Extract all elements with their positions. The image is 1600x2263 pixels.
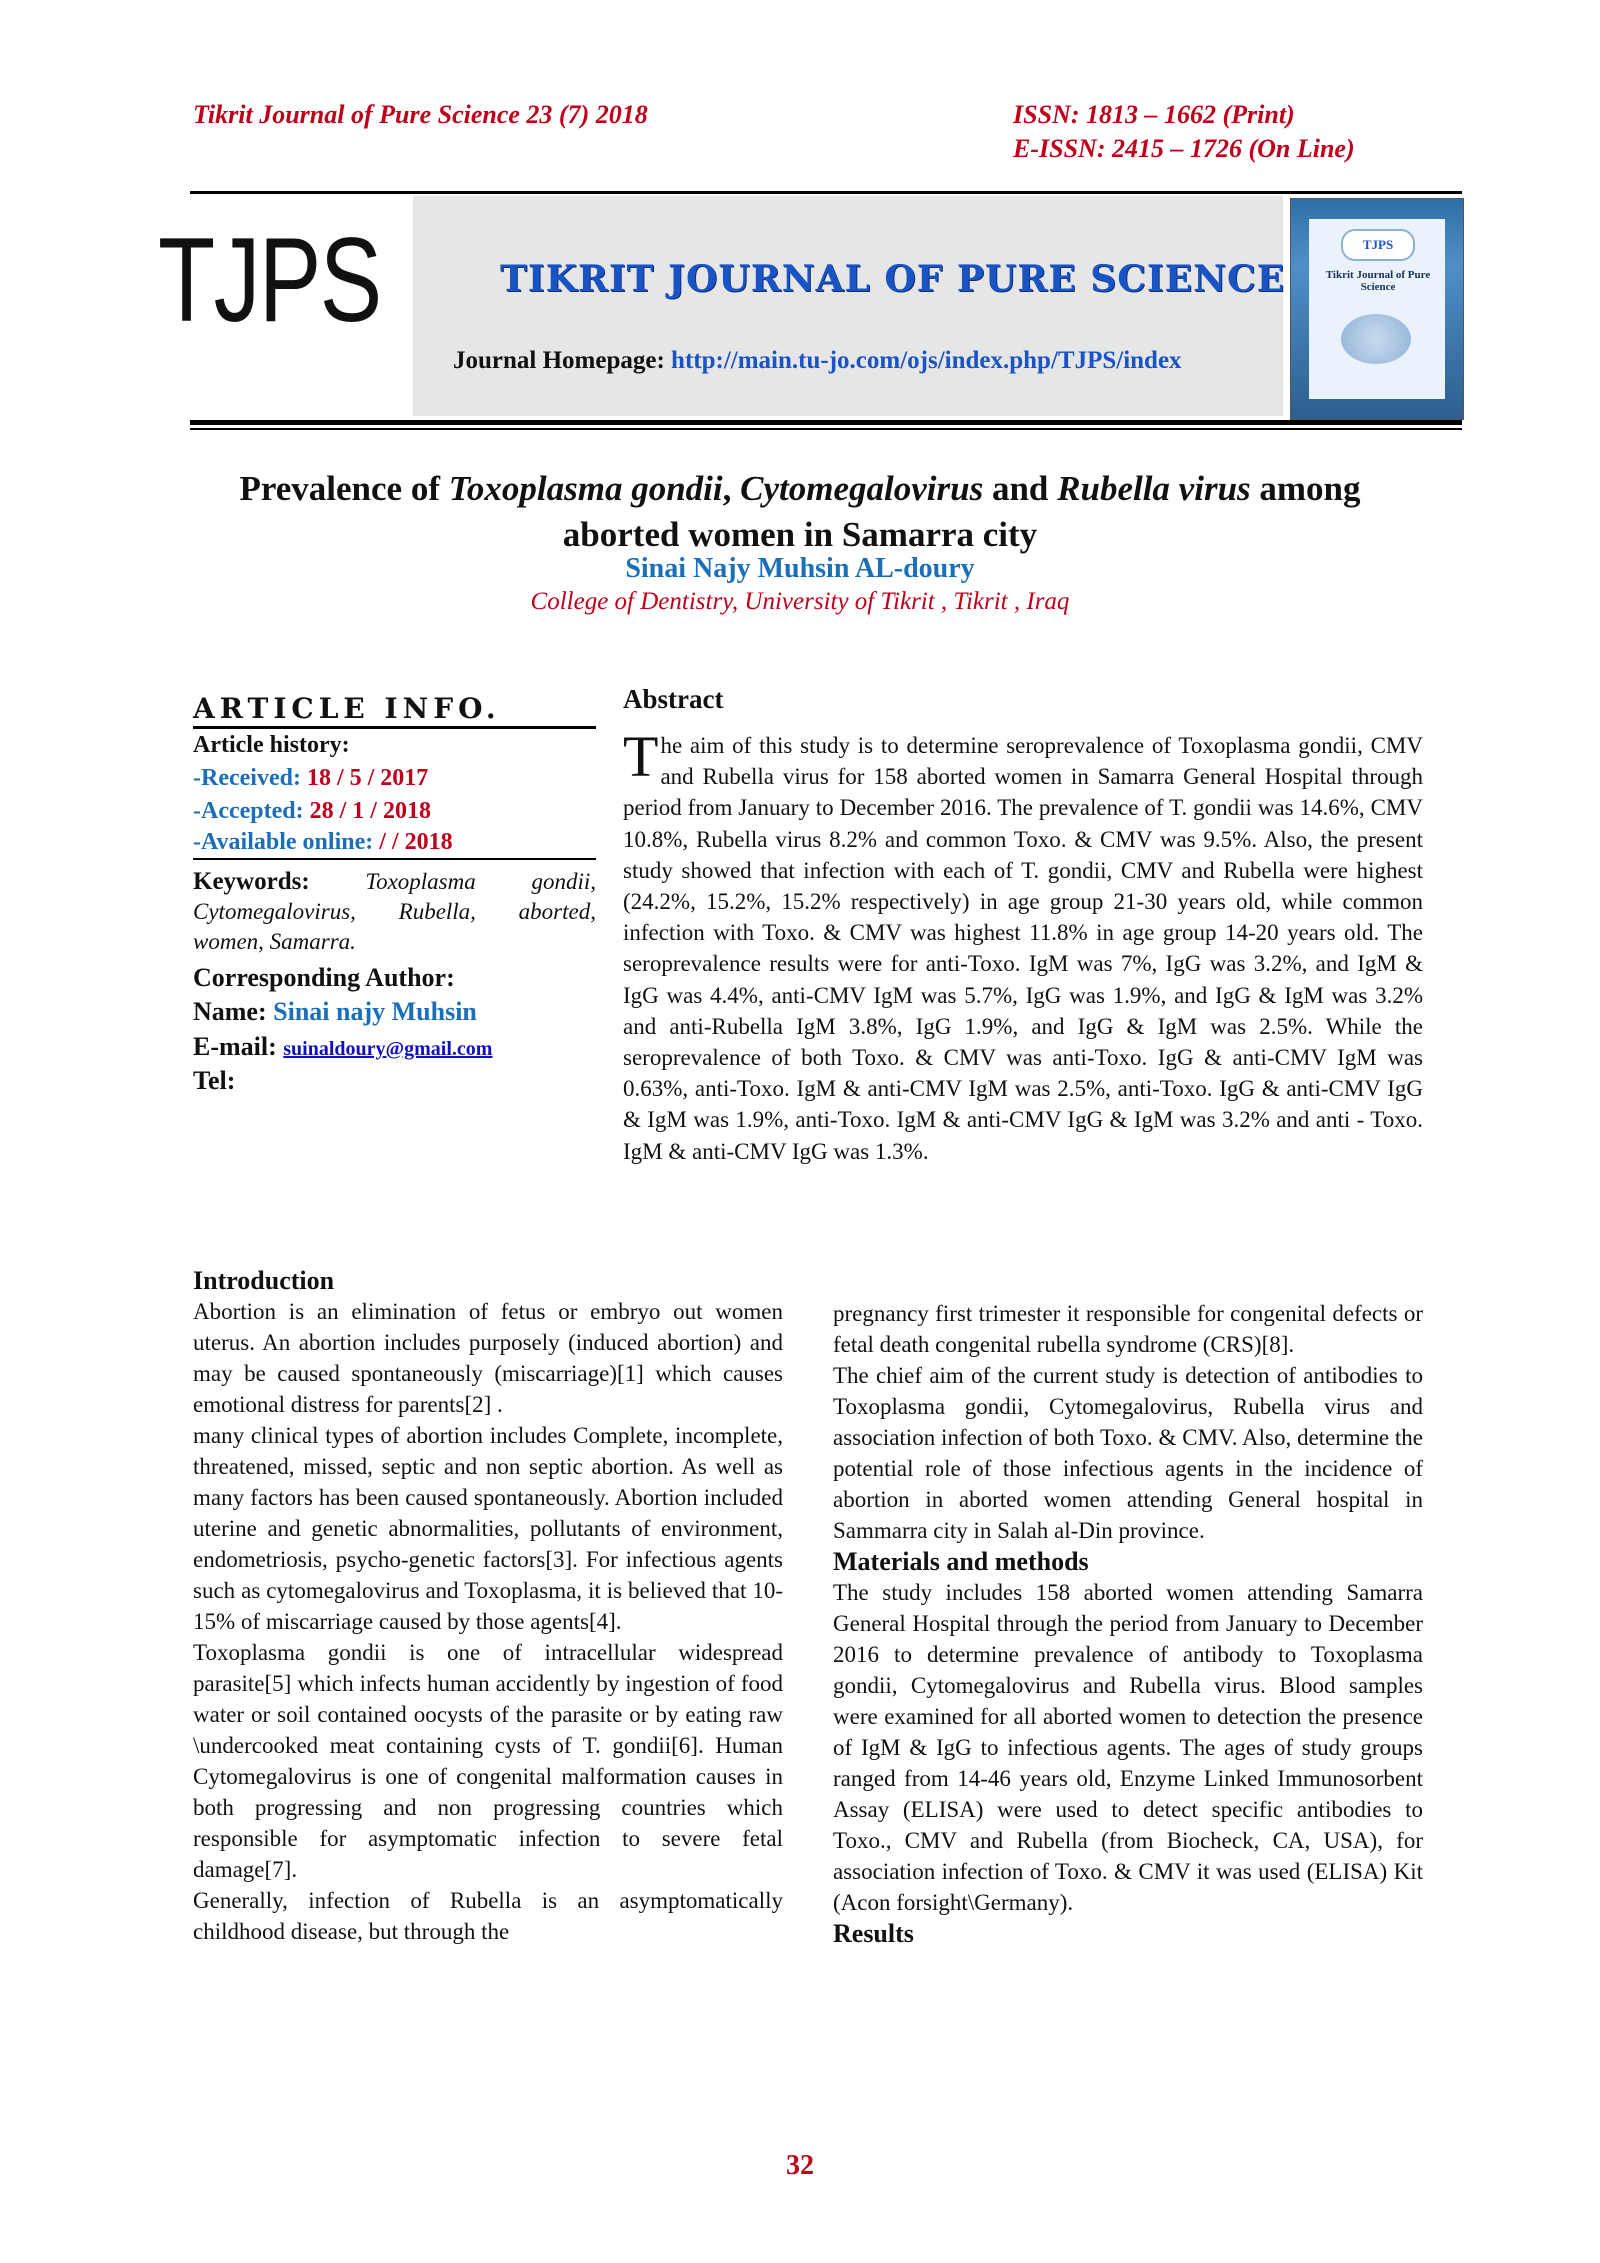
right-column <box>833 1298 1423 1949</box>
online-label: -Available online: <box>193 829 374 855</box>
title-part: , <box>722 469 741 508</box>
email-label: E-mail: <box>193 1032 277 1061</box>
article-info-heading: ARTICLE INFO. <box>193 692 501 725</box>
title-part: Rubella virus <box>1057 469 1251 508</box>
header-rule-top <box>190 191 1462 194</box>
author-affiliation: College of Dentistry, University of Tikrit , Tikrit , Iraq <box>530 588 1070 615</box>
header-rule-bottom <box>190 420 1462 425</box>
page-number: 32 <box>786 2150 814 2181</box>
cover-emblem-icon <box>1341 314 1411 364</box>
accepted-value: 28 / 1 / 2018 <box>309 798 431 824</box>
received-date <box>193 765 428 792</box>
title-line-2: aborted women in Samarra city <box>562 515 1038 554</box>
corresponding-name <box>193 997 477 1027</box>
corresponding-author-label: Corresponding Author: <box>193 963 455 992</box>
title-part: Toxoplasma gondii <box>448 469 723 508</box>
keywords-label: Keywords: <box>193 868 310 895</box>
homepage-url[interactable]: http://main.tu-jo.com/ojs/index.php/TJPS/index <box>671 347 1182 374</box>
results-heading: Results <box>833 1919 914 1948</box>
issn-online: E-ISSN: 2415 – 1726 (On Line) <box>1013 134 1355 163</box>
homepage-label: Journal Homepage: <box>453 347 665 374</box>
article-info-divider <box>193 858 596 860</box>
paper-title <box>150 466 1450 558</box>
keywords-value: Toxoplasma gondii, Cytomegalovirus, Rubella, aborted, women, Samarra. <box>193 869 596 954</box>
methods-paragraph: The study includes 158 aborted women attending Samarra General Hospital through the period from January to December 2016 to determine prevalence of antibody to Toxoplasma gondii, Cytomegalovirus and Rubella virus. Blood samples were examined for all aborted women to detection the presence of IgM & IgG to infectious agents. The ages of study groups ranged from 14-46 years old, Enzyme Linked Immunosorbent Assay (ELISA) were used to detect specific antibodies to Toxo., CMV and Rubella (from Biocheck, CA, USA), for association infection of Toxo. & CMV it was used (ELISA) Kit (Acon forsight\Germany). <box>833 1580 1423 1915</box>
journal-name: TIKRIT JOURNAL OF PURE SCIENCE <box>500 258 1286 300</box>
journal-cover-image <box>1290 198 1464 420</box>
right-paragraph-1: pregnancy first trimester it responsible for congenital defects or fetal death congenital rubella syndrome (CRS)[8]. <box>833 1301 1423 1357</box>
title-part: Cytomegalovirus <box>740 469 984 508</box>
received-label: -Received: <box>193 765 301 791</box>
right-paragraph-2: The chief aim of the current study is detection of antibodies to Toxoplasma gondii, Cytomegalovirus, Rubella virus and association infection of both Toxo. & CMV. Also, determine the potential role of those infectious agents in the incidence of abortion in aborted women attending General hospital in Sammarra city in Salah al-Din province. <box>833 1363 1423 1543</box>
name-value: Sinai najy Muhsin <box>273 997 477 1026</box>
intro-paragraph-1: Abortion is an elimination of fetus or embryo out women uterus. An abortion includes purposely (induced abortion) and may be caused spontaneously (miscarriage)[1] which causes emotional distress for parents[2] . <box>193 1299 783 1417</box>
abstract-heading: Abstract <box>623 684 724 714</box>
issn-print: ISSN: 1813 – 1662 (Print) <box>1013 100 1295 129</box>
author-name: Sinai Najy Muhsin AL-doury <box>625 553 975 584</box>
cover-badge: TJPS <box>1341 229 1415 261</box>
cover-title: Tikrit Journal of Pure Science <box>1325 269 1431 293</box>
received-value: 18 / 5 / 2017 <box>306 765 429 791</box>
intro-paragraph-3: Toxoplasma gondii is one of intracellular widespread parasite[5] which infects human accidently by ingestion of food water or soil contained oocysts of the parasite or by eating raw \undercooked meat containing cysts of T. gondii[6]. Human Cytomegalovirus is one of congenital malformation causes in both progressing and non progressing countries which responsible for asymptomatic infection to severe fetal damage[7]. <box>193 1640 783 1882</box>
abstract-text <box>623 724 1423 1167</box>
article-info-rule <box>193 726 596 729</box>
journal-issue: Tikrit Journal of Pure Science 23 (7) 2018 <box>193 100 648 129</box>
left-column <box>193 1265 783 1947</box>
intro-paragraph-4: Generally, infection of Rubella is an asymptomatically childhood disease, but through the <box>193 1888 783 1944</box>
introduction-heading: Introduction <box>193 1266 335 1295</box>
abstract-body: he aim of this study is to determine seroprevalence of Toxoplasma gondii, CMV and Rubella virus for 158 aborted women in Samarra General Hospital through period from January to December 2016. The prevalence of T. gondii was 14.6%, CMV 10.8%, Rubella virus 8.2% and common Toxo. & CMV was 9.5%. Also, the present study showed that infection with each of T. gondii, CMV and Rubella were highest (24.2%, 15.2%, 15.2% respectively) in age group 21-30 years old, while common infection with Toxo. & CMV was highest 11.8% in age group 14-20 years old. The seroprevalence results were for anti-Toxo. IgM was 7%, IgG was 3.2%, and IgM & IgG was 4.4%, anti-CMV IgM was 5.7%, IgG was 1.9%, and IgG & IgM was 3.2% and anti-Rubella IgM 3.8%, IgG 1.9%, and IgG & IgM was 2.5%. While the seroprevalence of both Toxo. & CMV was anti-Toxo. IgG & anti-CMV IgM was 0.63%, anti-Toxo. IgM & anti-CMV IgM was 2.5%, anti-Toxo. IgG & anti-CMV IgG & IgM was 1.9%, anti-Toxo. IgM & anti-CMV IgG & IgM was 3.2% and anti - Toxo. IgM & anti-CMV IgG was 1.3%. <box>623 733 1423 1164</box>
email-link[interactable]: suinaldoury@gmail.com <box>283 1038 493 1060</box>
journal-banner <box>413 196 1286 416</box>
article-history-label: Article history: <box>193 732 350 758</box>
online-date <box>193 829 453 856</box>
accepted-label: -Accepted: <box>193 798 304 824</box>
abstract-dropcap: T <box>623 724 659 789</box>
intro-paragraph-2: many clinical types of abortion includes Complete, incomplete, threatened, missed, septic and non septic abortion. As well as many factors has been caused spontaneously. Abortion included uterine and genetic abnormalities, pollutants of environment, endometriosis, psycho-genetic factors[3]. For infectious agents such as cytomegalovirus and Toxoplasma, it is believed that 10-15% of miscarriage caused by those agents[4]. <box>193 1423 783 1634</box>
title-part: and <box>983 469 1058 508</box>
name-label: Name: <box>193 997 267 1026</box>
tel-label: Tel: <box>193 1066 236 1095</box>
methods-heading: Materials and methods <box>833 1547 1089 1576</box>
journal-homepage <box>453 347 1182 375</box>
title-part: Prevalence of <box>239 469 449 508</box>
corresponding-email <box>193 1032 492 1062</box>
keywords-block <box>193 867 596 957</box>
tjps-logo: TJPS <box>158 213 381 347</box>
accepted-date <box>193 798 431 825</box>
header-rule-bottom-thin <box>190 428 1462 430</box>
online-value: / / 2018 <box>379 829 453 855</box>
title-part: among <box>1250 469 1361 508</box>
